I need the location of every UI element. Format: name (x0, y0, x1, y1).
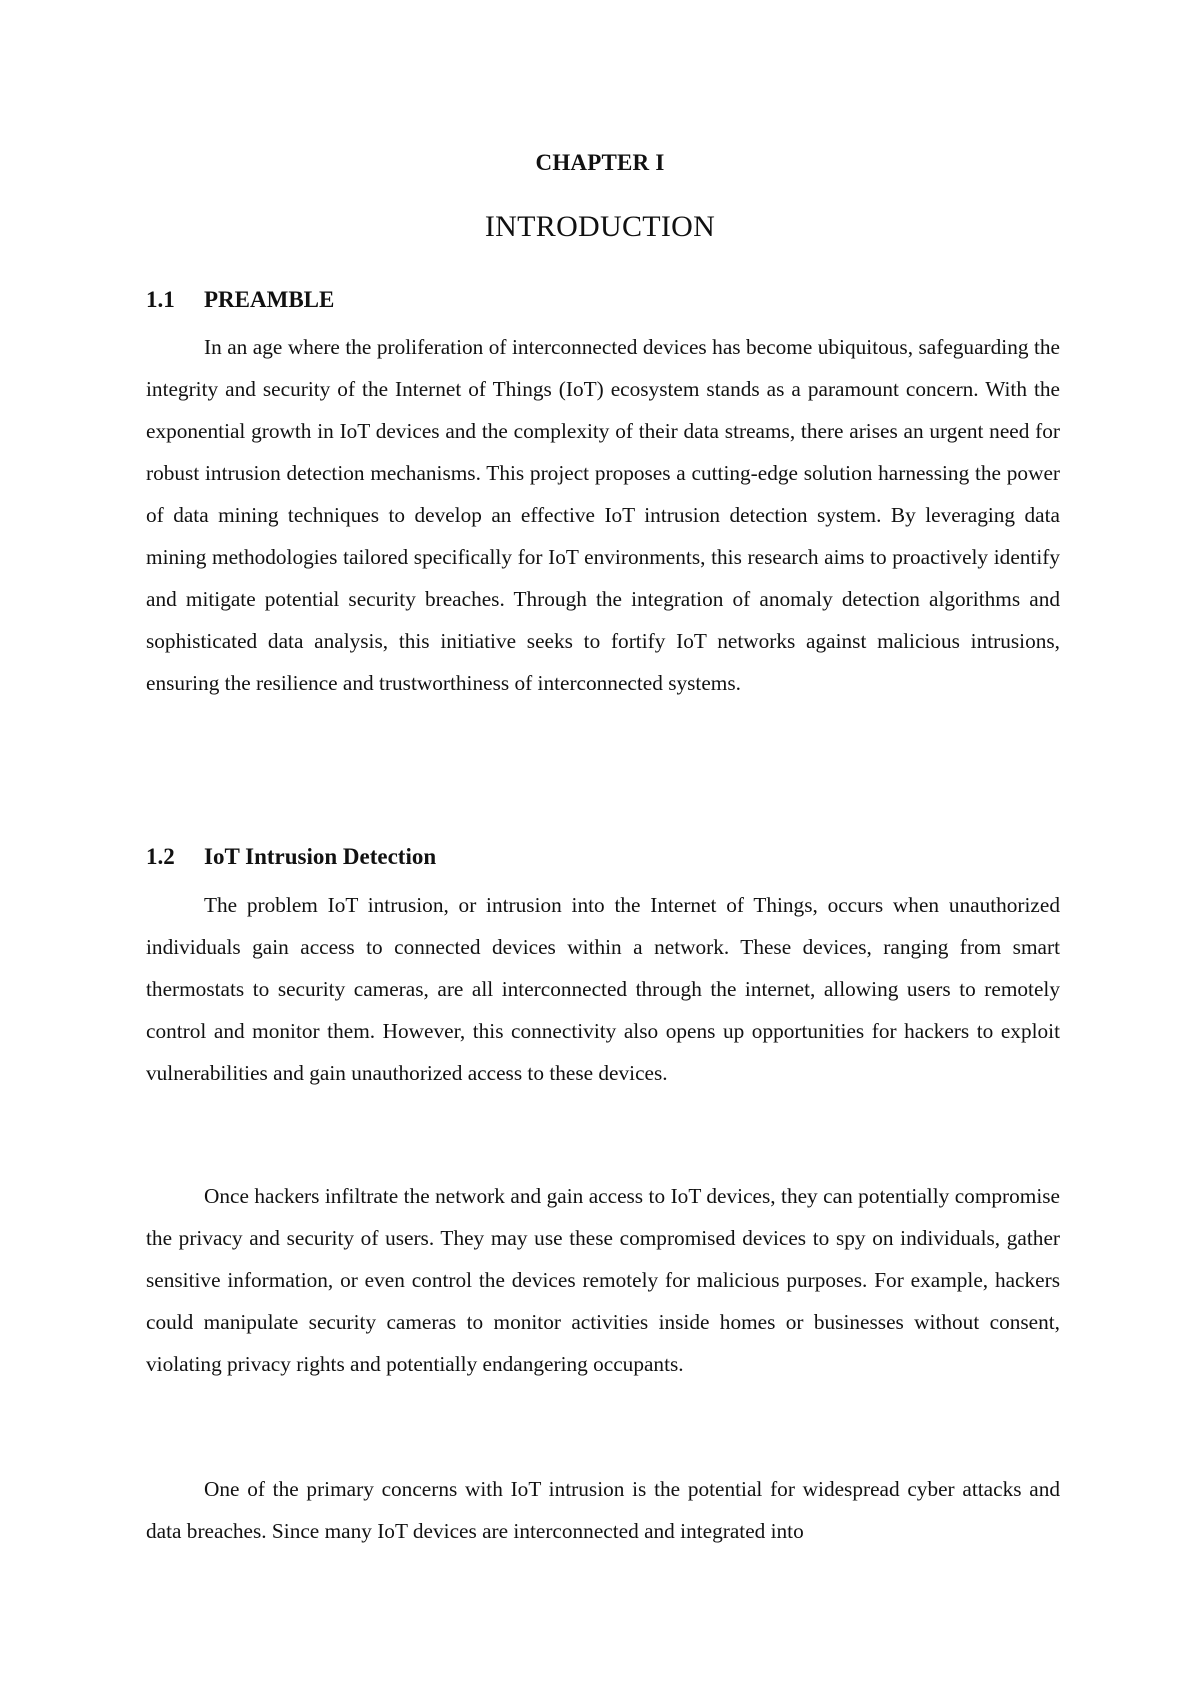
chapter-title: INTRODUCTION (484, 210, 716, 243)
section-title: IoT Intrusion Detection (204, 844, 437, 869)
paragraph-iot-3: One of the primary concerns with IoT intrusion is the potential for widespread cyber attacks and data breaches. Since many IoT devices are interconnected and integrated into (146, 1477, 1060, 1543)
paragraph-iot-2: Once hackers infiltrate the network and gain access to IoT devices, they can potentially compromise the privacy and security of users. They may use these compromised devices to spy on individuals, gather sensitive information, or even control the devices remotely for malicious purposes. For example, hackers could manipulate security cameras to monitor activities inside homes or businesses without consent, violating privacy rights and potentially endangering occupants. (146, 1184, 1060, 1376)
section-number: 1.1 (146, 287, 175, 312)
paragraph-preamble: In an age where the proliferation of interconnected devices has become ubiquitous, safeguarding the integrity and security of the Internet of Things (IoT) ecosystem stands as a paramount concern. With the exponential growth in IoT devices and the complexity of their data streams, there arises an urgent need for robust intrusion detection mechanisms. This project proposes a cutting-edge solution harnessing the power of data mining techniques to develop an effective IoT intrusion detection system. By leveraging data mining methodologies tailored specifically for IoT environments, this research aims to proactively identify and mitigate potential security breaches. Through the integration of anomaly detection algorithms and sophisticated data analysis, this initiative seeks to fortify IoT networks against malicious intrusions, ensuring the resilience and trustworthiness of interconnected systems. (146, 335, 1060, 695)
chapter-label: CHAPTER I (535, 150, 665, 175)
section-heading-preamble (146, 287, 334, 313)
section-title: PREAMBLE (204, 287, 335, 312)
section-number: 1.2 (146, 844, 175, 869)
paragraph-iot-1: The problem IoT intrusion, or intrusion into the Internet of Things, occurs when unauthorized individuals gain access to connected devices within a network. These devices, ranging from smart thermostats to security cameras, are all interconnected through the internet, allowing users to remotely control and monitor them. However, this connectivity also opens up opportunities for hackers to exploit vulnerabilities and gain unauthorized access to these devices. (146, 893, 1060, 1085)
section-heading-iot-intrusion-detection (146, 844, 436, 870)
